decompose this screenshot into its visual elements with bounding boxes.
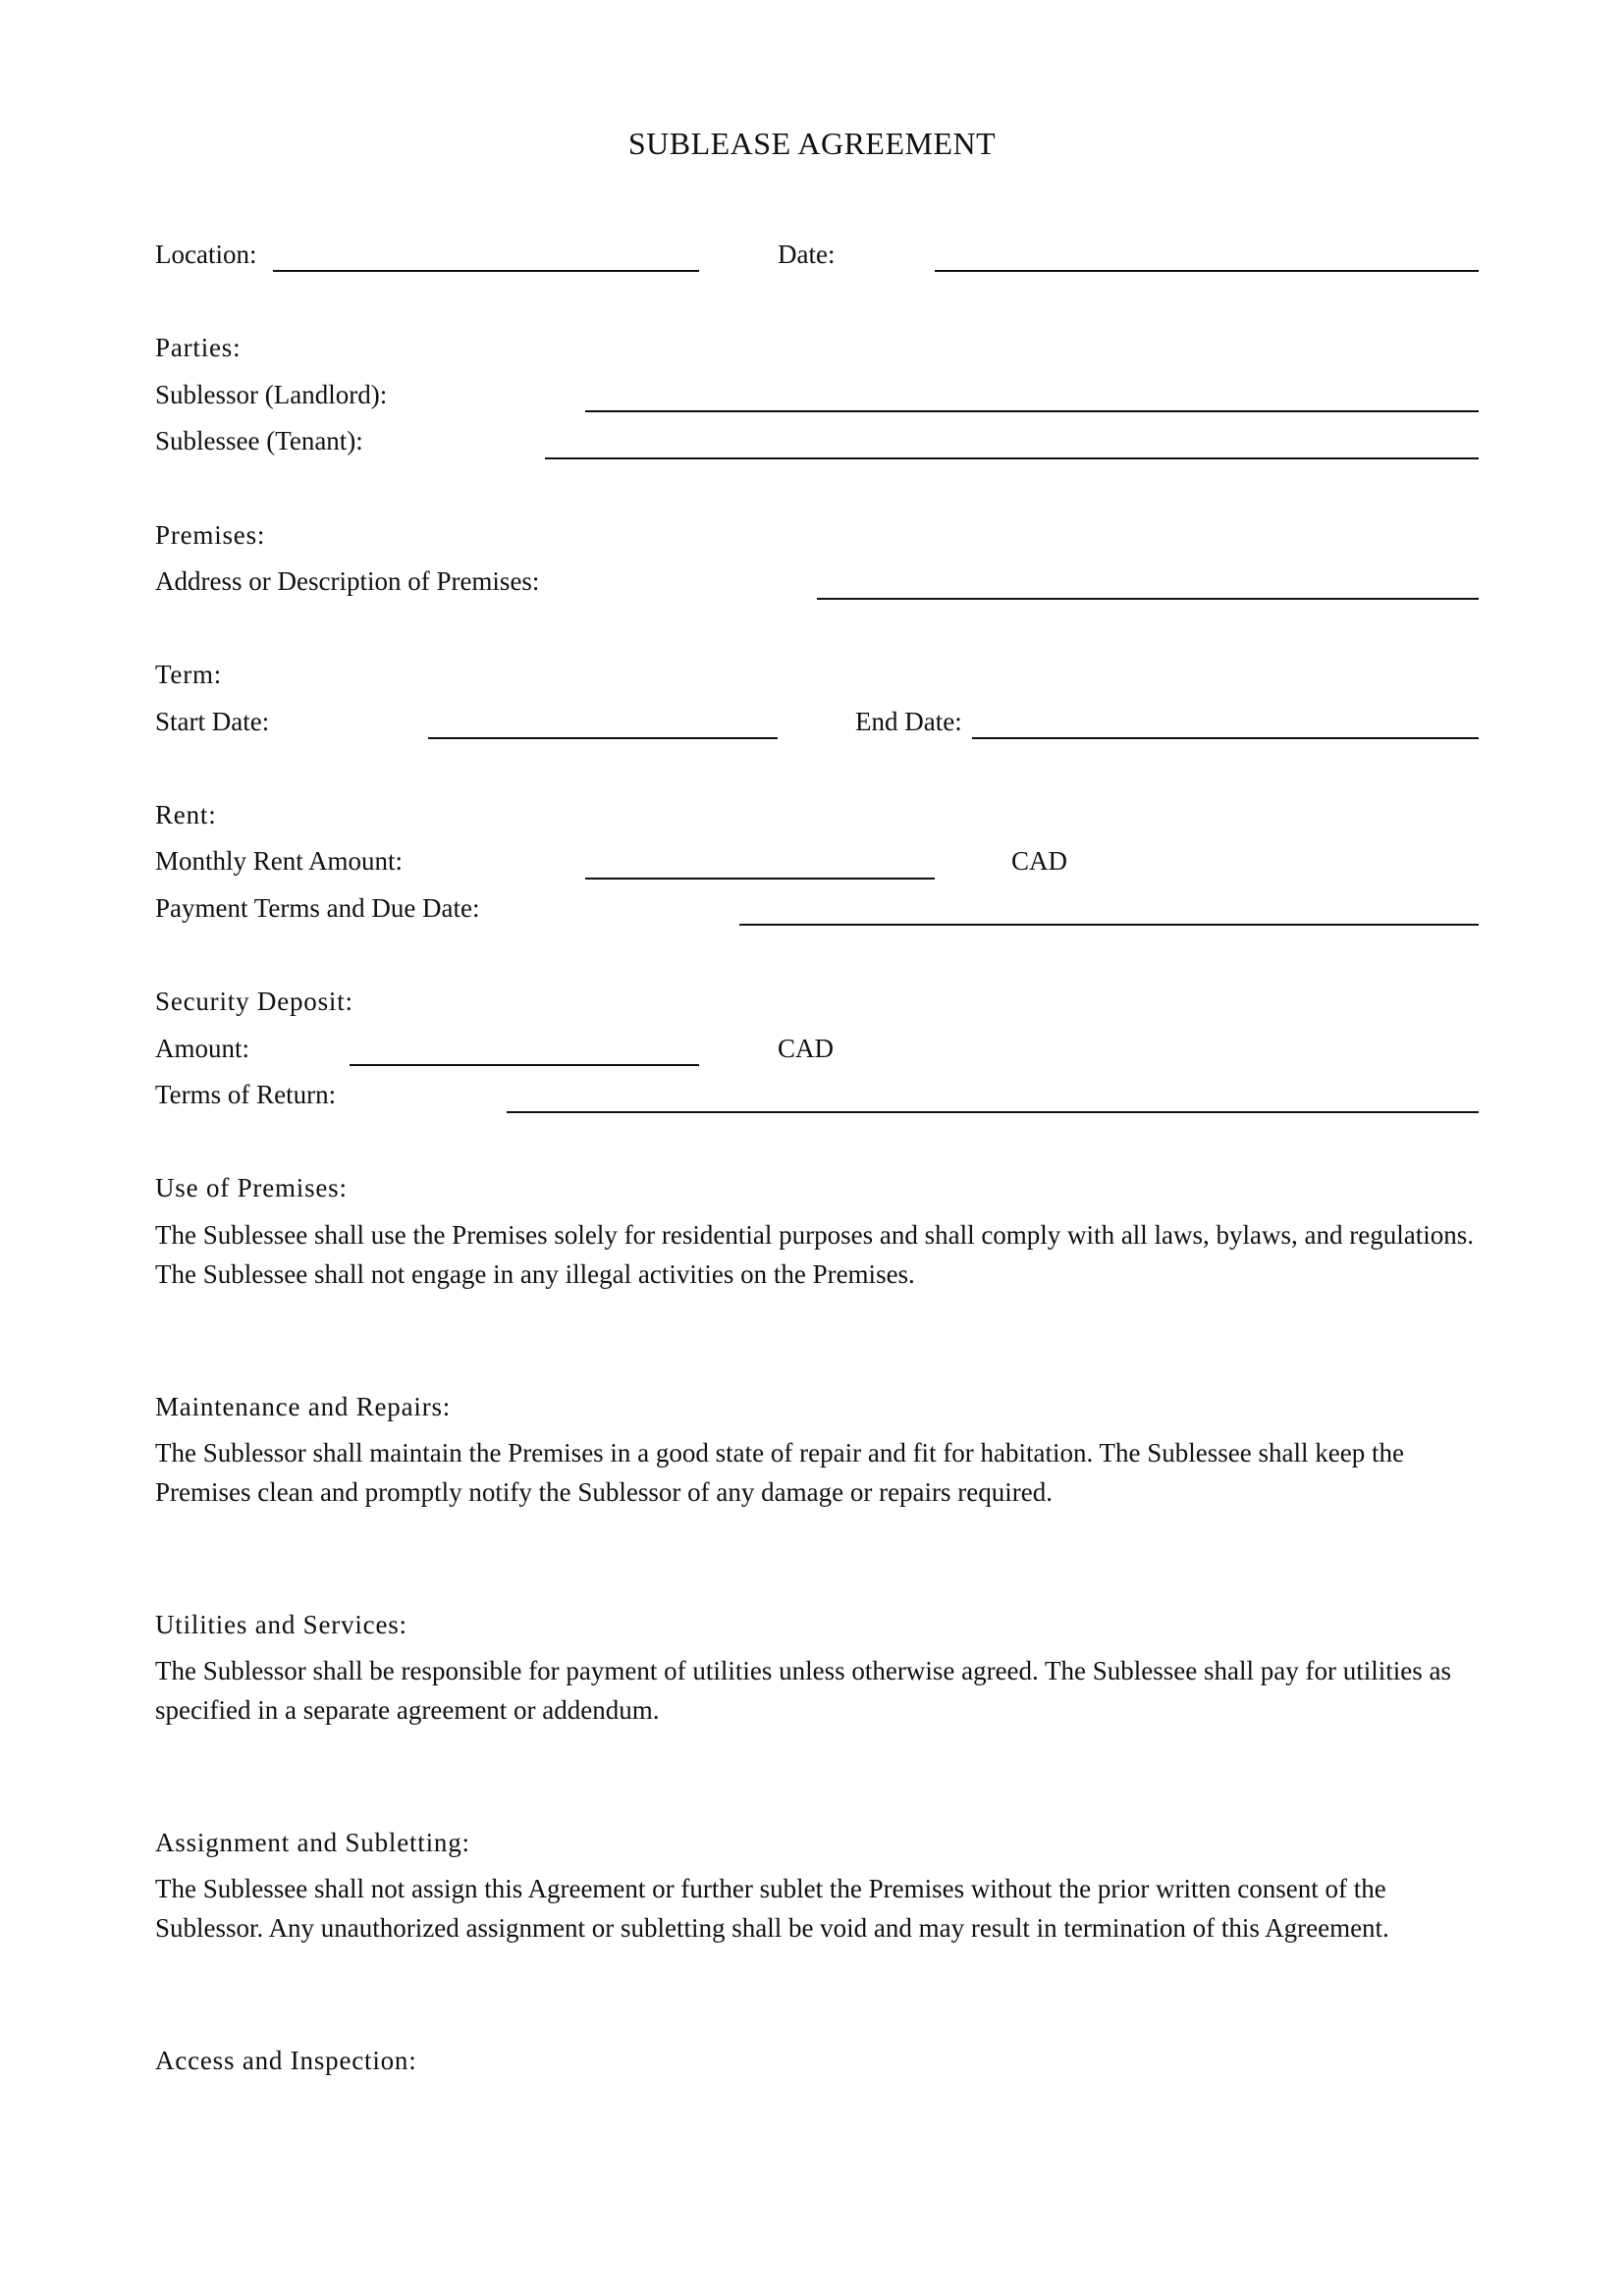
security-deposit-heading: Security Deposit: bbox=[155, 987, 353, 1016]
maintenance-heading: Maintenance and Repairs: bbox=[155, 1392, 452, 1421]
sublessor-field[interactable] bbox=[585, 410, 1479, 412]
utilities-heading: Utilities and Services: bbox=[155, 1610, 407, 1639]
location-field[interactable] bbox=[273, 270, 699, 272]
term-heading: Term: bbox=[155, 660, 223, 689]
location-label: Location: bbox=[155, 240, 257, 269]
deposit-amount-field[interactable] bbox=[350, 1064, 699, 1066]
premises-heading: Premises: bbox=[155, 520, 266, 550]
end-date-field[interactable] bbox=[972, 737, 1479, 739]
start-date-label: Start Date: bbox=[155, 707, 270, 736]
sublessee-label: Sublessee (Tenant): bbox=[155, 426, 363, 455]
rent-currency: CAD bbox=[1011, 846, 1068, 876]
premises-address-field[interactable] bbox=[817, 598, 1479, 600]
return-terms-label: Terms of Return: bbox=[155, 1080, 337, 1109]
parties-heading: Parties: bbox=[155, 333, 242, 362]
payment-terms-label: Payment Terms and Due Date: bbox=[155, 893, 480, 923]
monthly-rent-label: Monthly Rent Amount: bbox=[155, 846, 404, 876]
rent-heading: Rent: bbox=[155, 800, 217, 829]
start-date-field[interactable] bbox=[428, 737, 778, 739]
access-heading: Access and Inspection: bbox=[155, 2046, 417, 2075]
premises-address-label: Address or Description of Premises: bbox=[155, 566, 540, 596]
use-heading: Use of Premises: bbox=[155, 1173, 348, 1202]
date-label: Date: bbox=[778, 240, 836, 269]
use-text: The Sublessee shall use the Premises solely for residential purposes and shall comply with all laws, bylaws, and regulations. The Sublessee shall not engage in any illegal activities on the Premises. bbox=[155, 1220, 1474, 1289]
deposit-amount-label: Amount: bbox=[155, 1034, 250, 1063]
end-date-label: End Date: bbox=[855, 707, 962, 736]
utilities-text: The Sublessor shall be responsible for payment of utilities unless otherwise agreed. The Sublessee shall pay for utilities as specified in a separate agreement or addendum. bbox=[155, 1656, 1451, 1725]
monthly-rent-field[interactable] bbox=[585, 878, 935, 880]
date-field[interactable] bbox=[935, 270, 1479, 272]
assignment-text: The Sublessee shall not assign this Agreement or further sublet the Premises without the prior written consent of the Sublessor. Any unauthorized assignment or subletting shall be void and may result in termination of this Agreement. bbox=[155, 1874, 1389, 1943]
document-title: SUBLEASE AGREEMENT bbox=[627, 126, 997, 161]
sublessor-label: Sublessor (Landlord): bbox=[155, 380, 388, 409]
assignment-heading: Assignment and Subletting: bbox=[155, 1828, 470, 1857]
payment-terms-field[interactable] bbox=[739, 924, 1479, 926]
deposit-currency: CAD bbox=[778, 1034, 835, 1063]
return-terms-field[interactable] bbox=[507, 1111, 1479, 1113]
maintenance-text: The Sublessor shall maintain the Premises in a good state of repair and fit for habitation. The Sublessee shall keep the Premises clean and promptly notify the Sublessor of any damage or repairs required. bbox=[155, 1438, 1404, 1507]
sublessee-field[interactable] bbox=[545, 457, 1479, 459]
